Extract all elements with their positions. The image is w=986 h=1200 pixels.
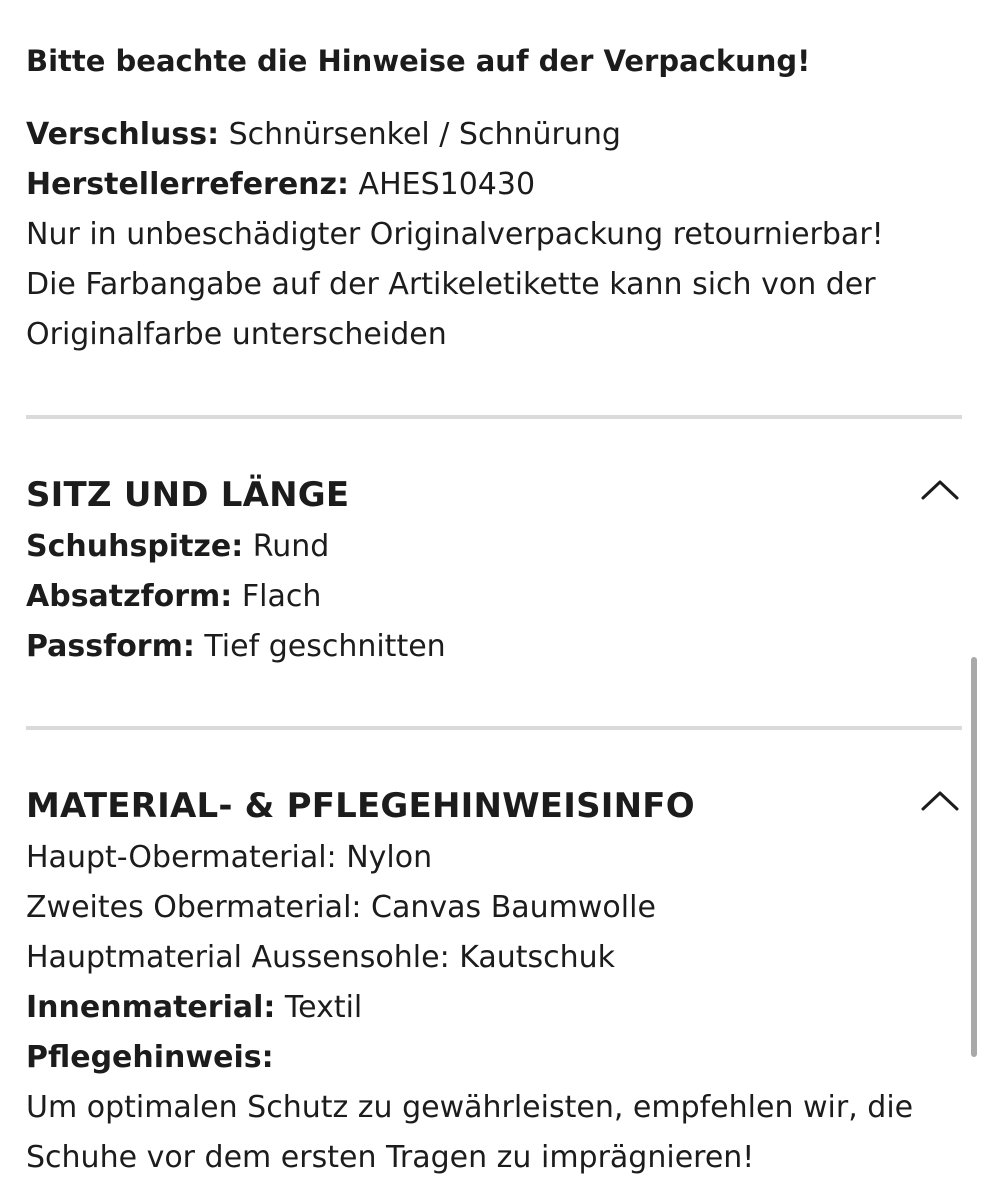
- upper-second-material: Zweites Obermaterial: Canvas Baumwolle: [26, 890, 656, 925]
- material-section-header[interactable]: [26, 781, 962, 831]
- lining-label: Innenmaterial:: [26, 990, 276, 1025]
- material-section-title: MATERIAL- & PFLEGEHINWEISINFO: [26, 786, 695, 826]
- section-divider: [26, 726, 962, 730]
- fit-row-shape: [26, 622, 446, 672]
- outsole-material: Hauptmaterial Aussensohle: Kautschuk: [26, 940, 616, 975]
- closure-label: Verschluss:: [26, 117, 220, 152]
- reference-row: [26, 160, 884, 210]
- color-note-line-2: Originalfarbe unterscheiden: [26, 317, 447, 352]
- lining-row: [26, 983, 913, 1033]
- reference-label: Herstellerreferenz:: [26, 167, 349, 202]
- chevron-up-icon[interactable]: [920, 474, 960, 504]
- care-text-line-1: Um optimalen Schutz zu gewährleisten, empfehlen wir, die: [26, 1090, 914, 1125]
- chevron-up-icon[interactable]: [920, 785, 960, 815]
- fit-label: Passform:: [26, 629, 195, 664]
- closure-value: Schnürsenkel / Schnürung: [228, 117, 621, 152]
- upper-main-material: Haupt-Obermaterial: Nylon: [26, 840, 433, 875]
- fit-section-title: SITZ UND LÄNGE: [26, 475, 350, 515]
- fit-value: Tief geschnitten: [204, 629, 446, 664]
- fit-label: Absatzform:: [26, 579, 233, 614]
- scrollbar-thumb[interactable]: [971, 657, 977, 1057]
- fit-section-body: [26, 522, 446, 672]
- lining-value: Textil: [284, 990, 363, 1025]
- fit-section-header[interactable]: [26, 470, 962, 520]
- reference-value: AHES10430: [358, 167, 536, 202]
- material-section-body: [26, 833, 913, 1183]
- product-details-block: [26, 110, 884, 360]
- fit-row-toe: [26, 522, 446, 572]
- color-note-line-1: Die Farbangabe auf der Artikeletikette kann sich von der: [26, 267, 876, 302]
- fit-label: Schuhspitze:: [26, 529, 244, 564]
- fit-value: Rund: [252, 529, 330, 564]
- care-text-line-2: Schuhe vor dem ersten Tragen zu imprägnieren!: [26, 1140, 755, 1175]
- care-label: Pflegehinweis:: [26, 1040, 274, 1075]
- packaging-note: Bitte beachte die Hinweise auf der Verpackung!: [26, 44, 811, 78]
- section-divider: [26, 415, 962, 419]
- fit-row-heel: [26, 572, 446, 622]
- fit-value: Flach: [241, 579, 322, 614]
- closure-row: [26, 110, 884, 160]
- return-note: Nur in unbeschädigter Originalverpackung retournierbar!: [26, 217, 884, 252]
